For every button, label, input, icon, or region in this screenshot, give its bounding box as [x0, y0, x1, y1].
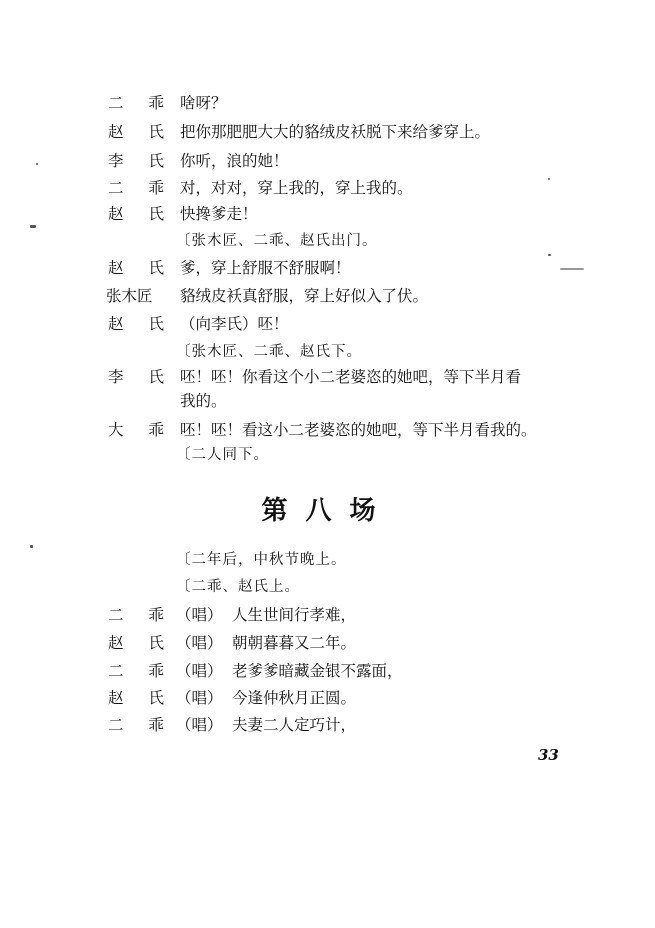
page-number: 33: [538, 746, 559, 764]
speaker-name: 二 乖: [108, 716, 164, 734]
song-text: 朝朝暮暮又二年。: [232, 634, 357, 652]
sing-tag: （唱）: [176, 716, 223, 734]
song-text: 今逢仲秋月正圆。: [232, 689, 357, 707]
sing-tag: （唱）: [176, 606, 223, 624]
speaker-name: 二 乖: [108, 179, 164, 197]
dialogue-text-continued: 我的。: [180, 392, 227, 410]
speaker-name: 李 氏: [108, 152, 164, 170]
scene-title: 第八场: [261, 496, 394, 526]
stage-direction: 〔二人同下。: [176, 447, 269, 463]
scan-speck: [36, 163, 38, 165]
speaker-name: 赵 氏: [108, 634, 164, 652]
speaker-name: 二 乖: [108, 606, 164, 624]
stage-direction: 〔张木匠、二乖、赵氏出门。: [176, 233, 378, 249]
stage-direction: 〔张木匠、二乖、赵氏下。: [176, 344, 362, 360]
speaker-name: 二 乖: [108, 94, 164, 112]
stage-direction: 〔二年后，中秋节晚上。: [176, 552, 347, 568]
speaker-name: 赵 氏: [108, 205, 164, 223]
dialogue-text: 呸！呸！你看这个小二老婆恣的她吧，等下半月看: [180, 368, 522, 386]
dialogue-text: 快搀爹走！: [180, 205, 258, 223]
speaker-name: 赵 氏: [108, 259, 164, 277]
speaker-name: 张木匠: [106, 287, 153, 305]
speaker-name: 赵 氏: [108, 689, 164, 707]
song-text: 夫妻二人定巧计，: [232, 716, 357, 734]
song-text: 人生世间行孝难，: [232, 606, 357, 624]
scan-speck: [30, 225, 36, 228]
dialogue-text: 啥呀？: [180, 94, 227, 112]
dialogue-text: 貉绒皮袄真舒服，穿上好似入了伏。: [180, 287, 429, 305]
speaker-name: 李 氏: [108, 368, 164, 386]
speaker-name: 赵 氏: [108, 123, 164, 141]
sing-tag: （唱）: [176, 662, 223, 680]
dialogue-text: （向李氏）呸！: [180, 315, 289, 333]
scan-speck: [560, 268, 584, 270]
dialogue-text: 爹，穿上舒服不舒服啊！: [180, 259, 351, 277]
scan-speck: [30, 545, 33, 548]
scan-speck: [548, 178, 550, 180]
sing-tag: （唱）: [176, 634, 223, 652]
speaker-name: 大 乖: [108, 421, 164, 439]
song-text: 老爹爹暗藏金银不露面，: [232, 662, 403, 680]
speaker-name: 二 乖: [108, 662, 164, 680]
sing-tag: （唱）: [176, 689, 223, 707]
dialogue-text: 对，对对，穿上我的，穿上我的。: [180, 179, 413, 197]
stage-direction: 〔二乖、赵氏上。: [176, 579, 300, 595]
dialogue-text: 呸！呸！看这小二老婆恣的她吧，等下半月看我的。: [180, 421, 537, 439]
scan-speck: [548, 254, 551, 256]
dialogue-text: 把你那肥肥大大的貉绒皮袄脱下来给爹穿上。: [180, 123, 491, 141]
dialogue-text: 你听，浪的她！: [180, 152, 289, 170]
speaker-name: 赵 氏: [108, 315, 164, 333]
